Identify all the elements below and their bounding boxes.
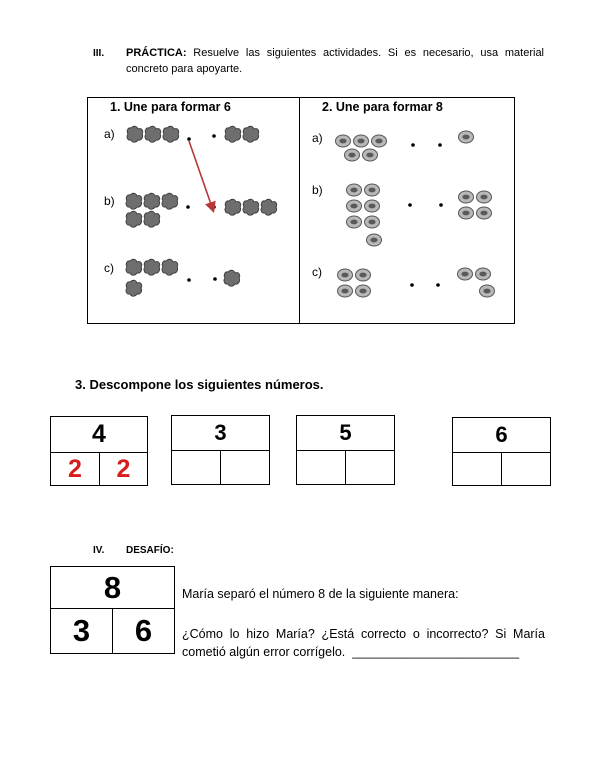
challenge-box-right: 6 [112,608,175,654]
ex2-a-dot-right[interactable] [438,143,442,147]
ex2-a-left-counters [336,135,387,161]
ex2-a-dot-left[interactable] [411,143,415,147]
challenge-box-left: 3 [50,608,113,654]
practice-text: Resuelve las siguientes actividades. Si es necesario, usa material concreto para apoyarte. [126,47,545,75]
challenge-box-top: 8 [50,566,175,609]
box-4-right[interactable]: 2 [99,452,148,486]
ex2-item-b-label: b) [312,183,323,197]
challenge-label: DESAFÍO: [126,545,174,556]
ex1-c-dot-right[interactable] [213,277,217,281]
ex2-item-c-label: c) [312,265,322,279]
box-6-top: 6 [452,417,551,453]
ex1-a-dot-right[interactable] [212,134,216,138]
answer-line[interactable]: ________________________ [352,645,520,659]
match-line-a-to-b [189,141,213,210]
ex1-item-c-label: c) [104,261,114,275]
ex2-item-a-label: a) [312,131,323,145]
ex1-a-dot-left[interactable] [187,137,191,141]
ex2-a-right-counters [459,131,474,143]
ex1-c-dot-left[interactable] [187,278,191,282]
ex2-b-right-counters [459,191,492,219]
exercise-3-title: 3. Descompone los siguientes números. [75,377,324,392]
ex1-b-left-counters [126,193,178,227]
ex1-a-right-counters [225,126,259,142]
box-3-left[interactable] [171,450,221,485]
box-4-top: 4 [50,416,148,453]
section-number-3: III. [93,48,105,59]
challenge-statement: María separó el número 8 de la siguiente manera: [182,587,459,601]
exercise-2-title: 2. Une para formar 8 [322,100,443,114]
ex1-item-b-label: b) [104,194,115,208]
ex2-c-left-counters [338,269,371,297]
ex1-b-dot-left[interactable] [186,205,190,209]
exercise-1-title: 1. Une para formar 6 [110,100,231,114]
box-6-right[interactable] [501,452,551,486]
ex2-b-left-counters [347,184,382,246]
box-3-top: 3 [171,415,270,451]
box-5-top: 5 [296,415,395,451]
ex2-c-dot-left[interactable] [410,283,414,287]
practice-label: PRÁCTICA: [126,47,187,59]
ex1-item-a-label: a) [104,127,115,141]
box-5-left[interactable] [296,450,346,485]
ex1-b-right-counters [225,199,277,215]
ex2-b-dot-left[interactable] [408,203,412,207]
section-number-4: IV. [93,545,105,556]
ex2-c-dot-right[interactable] [436,283,440,287]
box-3-right[interactable] [220,450,270,485]
challenge-question [182,625,545,661]
box-5-right[interactable] [345,450,395,485]
ex1-c-right-counters [224,270,240,286]
challenge-question-text: ¿Cómo lo hizo María? ¿Está correcto o incorrecto? Si María cometió algún error corrígelo. [182,627,545,659]
box-6-left[interactable] [452,452,502,486]
box-4-left[interactable]: 2 [50,452,100,486]
ex1-a-left-counters [127,126,179,142]
ex2-b-dot-right[interactable] [439,203,443,207]
ex2-c-right-counters [458,268,495,297]
ex1-c-left-counters [126,259,178,296]
